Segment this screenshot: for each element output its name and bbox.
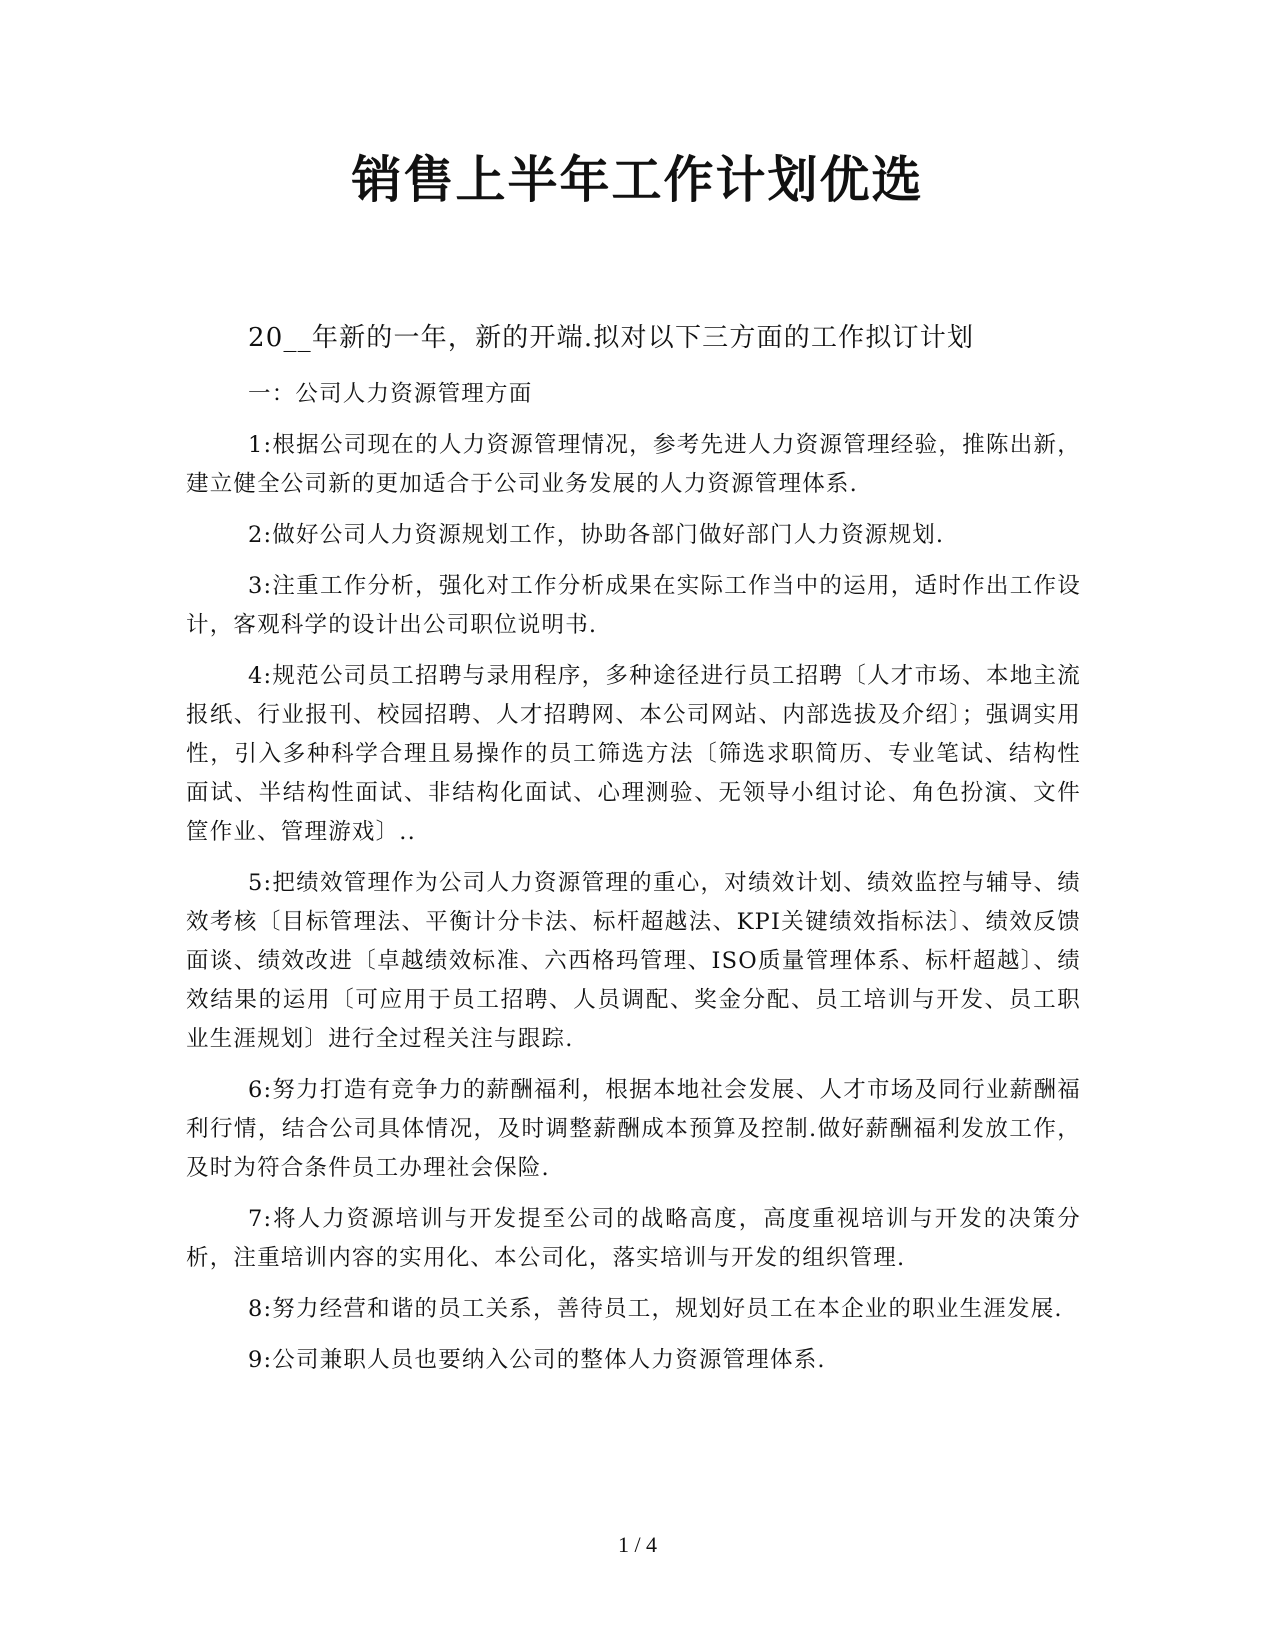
document-body	[186, 318, 1081, 1392]
intro-paragraph: 20__年新的一年，新的开端.拟对以下三方面的工作拟订计划	[248, 323, 975, 353]
paragraph-8: 8:努力经营和谐的员工关系，善待员工，规划好员工在本企业的职业生涯发展.	[248, 1296, 1063, 1322]
paragraph-6: 6:努力打造有竞争力的薪酬福利，根据本地社会发展、人才市场及同行业薪酬福利行情，结合公司具体情况，及时调整薪酬成本预算及控制.做好薪酬福利发放工作，及时为符合条件员工办理社会保险.	[186, 1077, 1081, 1181]
section-heading: 一：公司人力资源管理方面	[248, 381, 533, 407]
paragraph-2: 2:做好公司人力资源规划工作，协助各部门做好部门人力资源规划.	[248, 522, 945, 548]
paragraph-1: 1:根据公司现在的人力资源管理情况，参考先进人力资源管理经验，推陈出新，建立健全公司新的更加适合于公司业务发展的人力资源管理体系.	[186, 432, 1081, 497]
document-title: 销售上半年工作计划优选	[351, 150, 924, 209]
paragraph-7: 7:将人力资源培训与开发提至公司的战略高度，高度重视培训与开发的决策分析，注重培训内容的实用化、本公司化，落实培训与开发的组织管理.	[186, 1206, 1081, 1271]
paragraph-3: 3:注重工作分析，强化对工作分析成果在实际工作当中的运用，适时作出工作设计，客观科学的设计出公司职位说明书.	[186, 573, 1081, 638]
paragraph-4: 4:规范公司员工招聘与录用程序，多种途径进行员工招聘〔人才市场、本地主流报纸、行业报刊、校园招聘、人才招聘网、本公司网站、内部选拔及介绍〕；强调实用性，引入多种科学合理且易操作的员工筛选方法〔筛选求职简历、专业笔试、结构性面试、半结构性面试、非结构化面试、心理测验、无领导小组讨论、角色扮演、文件筐作业、管理游戏〕..	[186, 663, 1081, 845]
page-number: 1 / 4	[617, 1532, 658, 1557]
paragraph-9: 9:公司兼职人员也要纳入公司的整体人力资源管理体系.	[248, 1347, 826, 1373]
paragraph-5: 5:把绩效管理作为公司人力资源管理的重心，对绩效计划、绩效监控与辅导、绩效考核〔目标管理法、平衡计分卡法、标杆超越法、KPI关键绩效指标法〕、绩效反馈面谈、绩效改进〔卓越绩效标准、六西格玛管理、ISO质量管理体系、标杆超越〕、绩效结果的运用〔可应用于员工招聘、人员调配、奖金分配、员工培训与开发、员工职业生涯规划〕进行全过程关注与跟踪.	[186, 870, 1081, 1052]
